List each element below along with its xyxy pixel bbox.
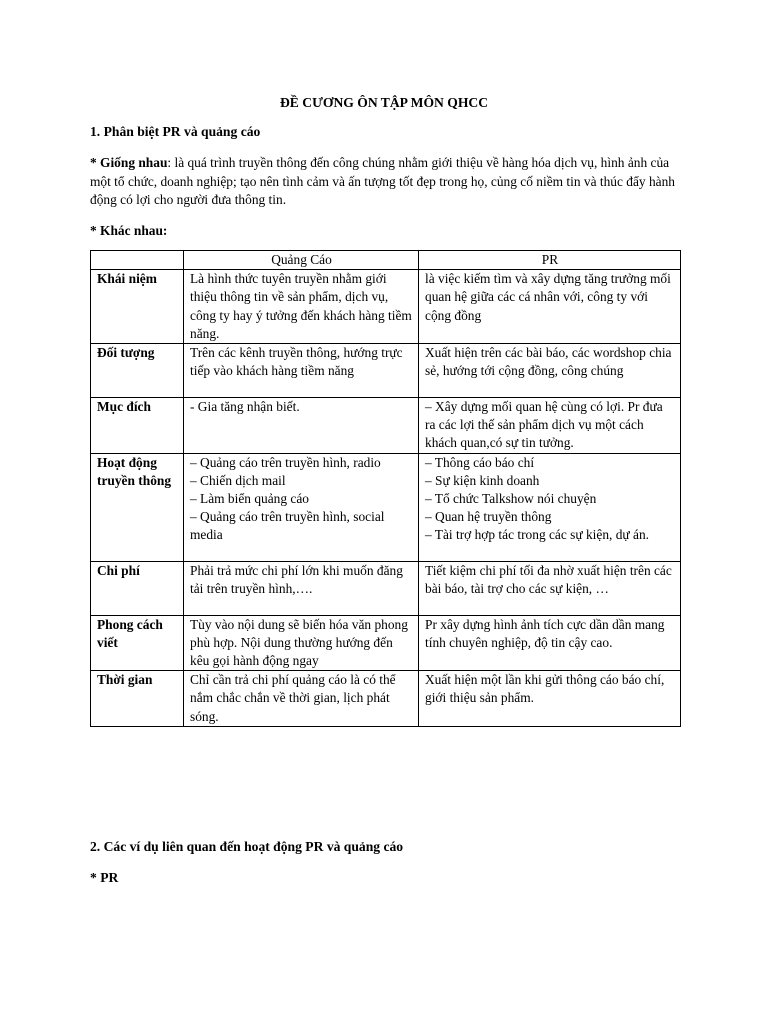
row-label: Mục đích (91, 398, 184, 454)
cell-line: – Thông cáo báo chí (425, 454, 535, 470)
cell-line: – Tài trợ hợp tác trong các sự kiện, dự án. (425, 527, 650, 543)
cell-line: Phải trả mức chi phí lớn khi muốn đăng tải trên truyền hình,…. (190, 562, 403, 596)
cell-line: – Chiến dịch mail (190, 472, 286, 488)
row-label: Hoạt động truyền thông (91, 453, 184, 561)
cell-line: – Xây dựng mối quan hệ cùng có lợi. Pr đưa ra các lợi thế sản phẩm dịch vụ một cách khách quan,có sự tin tưởng. (425, 399, 663, 451)
table-body (91, 270, 681, 727)
cell-line: Pr xây dựng hình ảnh tích cực dần dần mang tính chuyên nghiệp, độ tin cậy cao. (425, 616, 665, 650)
table-header-ad: Quảng Cáo (184, 251, 419, 270)
section-1-heading: 1. Phân biệt PR và quảng cáo (90, 124, 261, 139)
page-title: ĐỀ CƯƠNG ÔN TẬP MÔN QHCC (279, 95, 489, 110)
cell-line: Tùy vào nội dung sẽ biến hóa văn phong phù hợp. Nội dung thường hướng đến kêu gọi hành động ngay (190, 616, 408, 669)
cell-line: Chỉ cần trả chi phí quảng cáo là có thể nắm chắc chắn về thời gian, lịch phát sóng. (190, 672, 396, 724)
section-2-sub-label: * PR (90, 870, 119, 885)
table-row (91, 561, 681, 615)
cell-line: Xuất hiện một lần khi gửi thông cáo báo chí, giới thiệu sản phẩm. (425, 672, 665, 706)
row-label: Phong cách viết (91, 615, 184, 671)
cell-line: – Sự kiện kinh doanh (425, 472, 540, 488)
ad-cell (184, 398, 419, 454)
cell-line: là việc kiếm tìm và xây dựng tăng trưởng mối quan hệ giữa các cá nhân với, công ty với cộng đồng (425, 271, 671, 323)
table-row (91, 270, 681, 344)
cell-line: Là hình thức tuyên truyền nhằm giới thiệu thông tin về sản phẩm, dịch vụ, công ty hay ý tưởng đến khách hàng tiềm năng. (190, 271, 412, 341)
comparison-table (90, 250, 681, 727)
pr-cell (419, 615, 681, 671)
row-label: Khái niệm (91, 270, 184, 344)
pr-cell (419, 398, 681, 454)
table-row (91, 398, 681, 454)
pr-cell (419, 270, 681, 344)
ad-cell (184, 671, 419, 727)
difference-label: * Khác nhau: (90, 223, 168, 238)
cell-line: Xuất hiện trên các bài báo, các wordshop chia sẻ, hướng tới cộng đồng, công chúng (425, 345, 672, 379)
cell-line: – Quan hệ truyền thông (425, 509, 552, 525)
similarity-text: : là quá trình truyền thông đến công chúng nhằm giới thiệu về hàng hóa dịch vụ, hình ảnh của một tổ chức, doanh nghiệp; tạo nên tình cảm và ấn tượng tốt đẹp trong họ, củng cố niềm tin và thúc đẩy hành động có lợi cho người đưa thông tin. (90, 155, 675, 207)
cell-line: – Làm biển quảng cáo (190, 491, 309, 507)
cell-line: Tiết kiệm chi phí tối đa nhờ xuất hiện trên các bài báo, tài trợ cho các sự kiện, … (425, 562, 672, 596)
pr-cell (419, 671, 681, 727)
similarity-label: * Giống nhau (90, 155, 168, 170)
cell-line: – Quảng cáo trên truyền hình, social media (190, 509, 385, 543)
cell-line: Trên các kênh truyền thông, hướng trực tiếp vào khách hàng tiềm năng (190, 345, 403, 379)
ad-cell (184, 344, 419, 398)
table-header-pr: PR (419, 251, 681, 270)
ad-cell (184, 453, 419, 561)
table-header-cell (91, 251, 184, 270)
pr-cell (419, 453, 681, 561)
cell-line: – Quảng cáo trên truyền hình, radio (190, 454, 381, 470)
cell-line: – Tổ chức Talkshow nói chuyện (425, 491, 597, 507)
table-row (91, 344, 681, 398)
table-row (91, 615, 681, 671)
cell-line: - Gia tăng nhận biết. (190, 399, 300, 415)
table-header-row (91, 251, 681, 270)
row-label: Chi phí (91, 561, 184, 615)
table-row (91, 453, 681, 561)
ad-cell (184, 270, 419, 344)
pr-cell (419, 344, 681, 398)
similarity-paragraph (90, 154, 680, 210)
row-label: Thời gian (91, 671, 184, 727)
table-row (91, 671, 681, 727)
pr-cell (419, 561, 681, 615)
ad-cell (184, 615, 419, 671)
row-label: Đối tượng (91, 344, 184, 398)
ad-cell (184, 561, 419, 615)
section-2-heading: 2. Các ví dụ liên quan đến hoạt động PR và quảng cáo (90, 839, 404, 854)
